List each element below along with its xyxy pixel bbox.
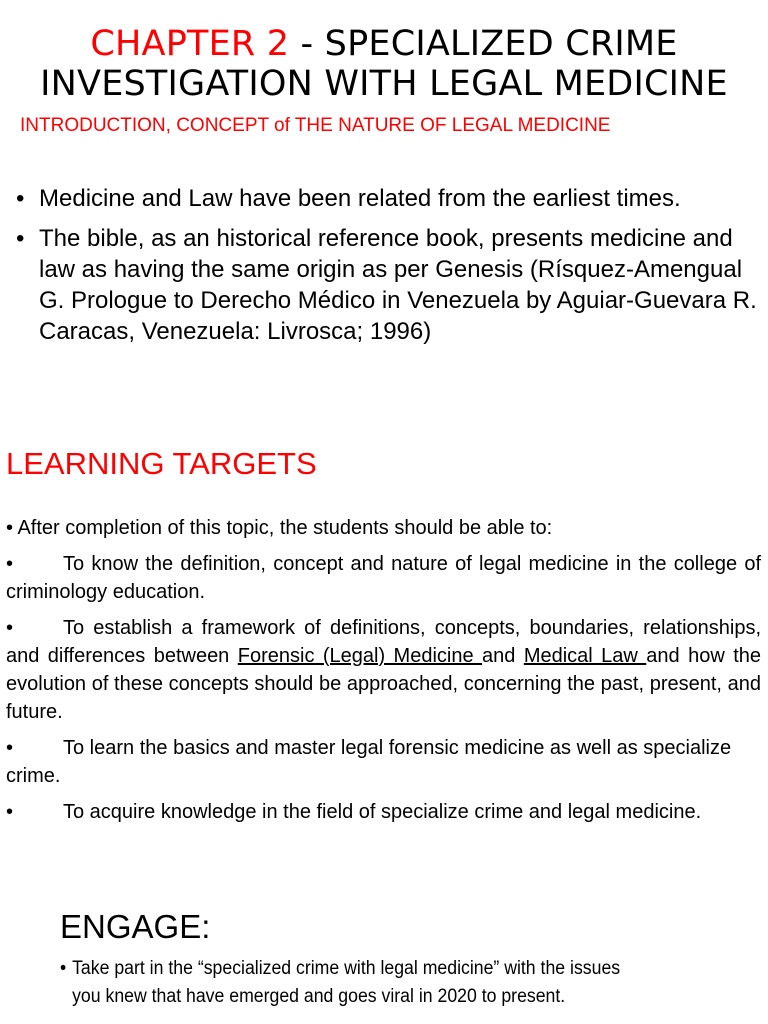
learning-targets-list <box>6 514 761 834</box>
subtitle: INTRODUCTION, CONCEPT of THE NATURE OF LEGAL MEDICINE <box>20 115 611 136</box>
list-item: • To know the definition, concept and nature of legal medicine in the college of criminology education. <box>6 550 761 606</box>
list-item: • Medicine and Law have been related from the earliest times. <box>16 185 681 212</box>
engage-heading: ENGAGE: <box>60 908 211 945</box>
chapter-title <box>0 24 768 104</box>
bullet-icon: • <box>60 958 67 979</box>
bullet-icon: • <box>6 737 14 759</box>
bullet-icon: • <box>6 617 14 639</box>
engage-text: • Take part in the “specialized crime with legal medicine” with the issues you knew that have emerged and goes viral in 2020 to present. <box>60 955 637 1011</box>
bullet-icon: • <box>6 553 14 575</box>
title-line1-rest: - SPECIALIZED CRIME <box>289 24 678 64</box>
forensic-medicine-link[interactable]: Forensic (Legal) Medicine <box>237 645 483 667</box>
bullet-icon: • <box>16 225 25 252</box>
learning-targets-heading: LEARNING TARGETS <box>6 446 317 481</box>
medical-law-link[interactable]: Medical Law <box>523 645 647 667</box>
learning-lead: • After completion of this topic, the students should be able to: <box>6 517 553 539</box>
list-item: • To learn the basics and master legal forensic medicine as well as specialize crime. <box>6 734 761 790</box>
bullet-icon: • <box>6 801 14 823</box>
list-item: • To establish a framework of definitions, concepts, boundaries, relationships, and differences between Forensic (Legal) Medicine and Medical Law and how the evolution of these concepts should be approached, concerning the past, present, and future. <box>6 614 761 726</box>
bullet-icon: • <box>16 185 25 212</box>
title-line2: INVESTIGATION WITH LEGAL MEDICINE <box>40 64 728 104</box>
list-item: • To acquire knowledge in the field of specialize crime and legal medicine. <box>6 798 761 826</box>
list-item: • The bible, as an historical reference book, presents medicine and law as having the same origin as per Genesis (Rísquez-Amengual G. Prologue to Derecho Médico in Venezuela by Aguiar-Guevara R. Caracas, Venezuela: Livrosca; 1996) <box>16 225 757 345</box>
intro-bullet-list <box>14 183 764 356</box>
chapter-label: CHAPTER 2 <box>90 24 290 64</box>
